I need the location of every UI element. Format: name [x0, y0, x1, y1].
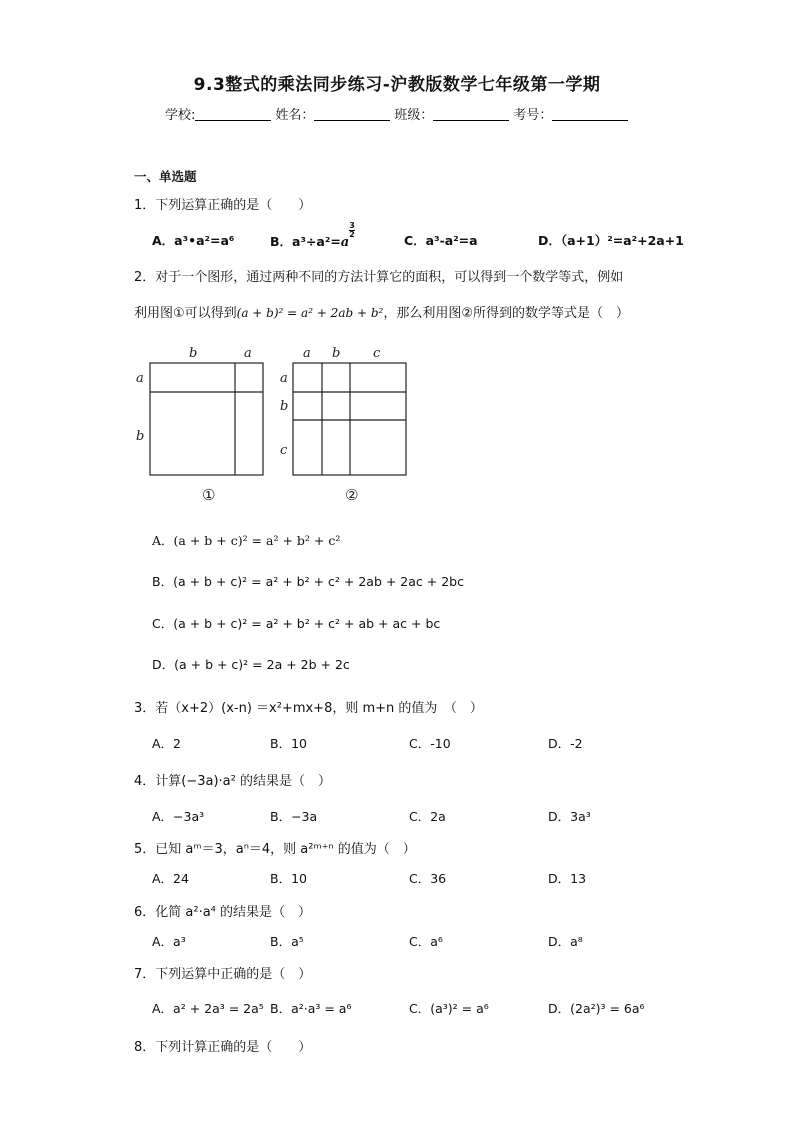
q4-option-b[interactable]: B．−3a — [270, 809, 318, 824]
name-label: 姓名： — [275, 108, 315, 123]
q5-stem: 5．已知 aᵐ＝3，aⁿ＝4，则 a²ᵐ⁺ⁿ 的值为（ ） — [134, 842, 416, 857]
q1-option-b-fraction — [349, 222, 355, 239]
section-heading: 一、单选题 — [134, 169, 197, 184]
figure-1-left-a: a — [136, 371, 144, 386]
school-label: 学校: — [165, 108, 196, 123]
q6-option-d[interactable]: D．a⁸ — [548, 934, 583, 949]
number-label: 考号： — [513, 108, 553, 123]
q2-line2-post: ，那么利用图②所得到的数学等式是（ ） — [383, 306, 629, 321]
figure-1 — [136, 346, 263, 504]
figure-1-top-a: a — [244, 346, 252, 361]
q7-stem: 7．下列运算中正确的是（ ） — [134, 967, 312, 982]
q2-option-a[interactable] — [152, 531, 340, 549]
q3-option-c[interactable]: C．-10 — [409, 736, 451, 751]
q2-option-a-text: A．(a + b + c)² = a² + b² + c² — [152, 533, 341, 548]
figure-2-top-c: c — [373, 346, 381, 361]
q2-option-d[interactable] — [152, 655, 350, 673]
q3-option-b[interactable]: B．10 — [270, 736, 307, 751]
figure-2-left-c: c — [280, 443, 288, 458]
q1-option-d[interactable]: D．（a+1）²=a²+2a+1 — [538, 233, 684, 248]
q1-option-b-denominator: 2 — [349, 230, 355, 239]
q2-option-b[interactable] — [152, 572, 464, 590]
q6-option-a[interactable]: A．a³ — [152, 934, 186, 949]
q2-option-b-text: B．(a + b + c)² = a² + b² + c² + 2ab + 2ac + 2bc — [152, 574, 464, 589]
figure-2-left-a: a — [280, 371, 288, 386]
q5-option-b[interactable]: B．10 — [270, 871, 307, 886]
q6-option-c[interactable]: C．a⁶ — [409, 934, 443, 949]
q2-line2-pre: 利用图①可以得到 — [134, 306, 237, 321]
page-title: 9.3整式的乘法同步练习-沪教版数学七年级第一学期 — [193, 75, 601, 95]
q2-figures — [130, 340, 420, 510]
figure-2-left-b: b — [280, 399, 289, 414]
q3-stem: 3．若（x+2）(x-n) ＝x²+mx+8，则 m+n 的值为 （ ） — [134, 701, 483, 716]
number-blank[interactable] — [552, 108, 628, 121]
class-blank[interactable] — [433, 108, 509, 121]
school-blank[interactable] — [195, 108, 271, 121]
figure-1-outline — [150, 363, 263, 475]
q6-stem: 6．化简 a²·a⁴ 的结果是（ ） — [134, 905, 312, 920]
figure-2-caption: ② — [345, 486, 359, 504]
q2-line2-formula: (a + b)² = a² + 2ab + b² — [236, 306, 384, 320]
q7-option-b[interactable]: B．a²·a³ = a⁶ — [270, 1001, 352, 1016]
q2-option-d-text: D．(a + b + c)² = 2a + 2b + 2c — [152, 657, 350, 672]
q1-option-b[interactable] — [270, 221, 355, 250]
q4-option-a[interactable]: A．−3a³ — [152, 809, 205, 824]
q6-option-b[interactable]: B．a⁵ — [270, 934, 304, 949]
q1-option-a[interactable]: A．a³•a²=a⁶ — [152, 233, 235, 248]
q1-option-b-text: B．a³÷a²= — [270, 234, 341, 249]
q7-option-a[interactable]: A．a² + 2a³ = 2a⁵ — [152, 1001, 264, 1016]
q2-stem-line1: 2．对于一个图形，通过两种不同的方法计算它的面积，可以得到一个数学等式，例如 — [134, 270, 624, 285]
q3-option-d[interactable]: D．-2 — [548, 736, 583, 751]
q5-option-c[interactable]: C．36 — [409, 871, 447, 886]
figure-1-left-b: b — [136, 429, 145, 444]
q2-stem-line2 — [134, 302, 629, 321]
name-blank[interactable] — [314, 108, 390, 121]
q4-stem: 4．计算(−3a)·a² 的结果是（ ） — [134, 774, 331, 789]
figure-2 — [280, 346, 406, 504]
figure-1-top-b: b — [189, 346, 198, 361]
q1-stem: 1．下列运算正确的是（ ） — [134, 198, 312, 213]
student-info-line — [165, 104, 632, 123]
q5-option-d[interactable]: D．13 — [548, 871, 587, 886]
q1-option-c[interactable]: C．a³-a²=a — [404, 233, 478, 248]
q5-option-a[interactable]: A．24 — [152, 871, 189, 886]
q7-option-d[interactable]: D．(2a²)³ = 6a⁶ — [548, 1001, 645, 1016]
figure-1-caption: ① — [202, 486, 216, 504]
q4-option-d[interactable]: D．3a³ — [548, 809, 591, 824]
figure-2-top-b: b — [332, 346, 341, 361]
class-label: 班级： — [394, 108, 434, 123]
q8-stem: 8．下列计算正确的是（ ） — [134, 1040, 312, 1055]
q1-option-b-base: a — [340, 235, 350, 250]
q1-option-b-numerator: 3 — [349, 221, 355, 230]
q3-option-a[interactable]: A．2 — [152, 736, 182, 751]
q7-option-c[interactable]: C．(a³)² = a⁶ — [409, 1001, 489, 1016]
q2-option-c-text: C．(a + b + c)² = a² + b² + c² + ab + ac + bc — [152, 616, 441, 631]
q4-option-c[interactable]: C．2a — [409, 809, 446, 824]
q2-option-c[interactable] — [152, 614, 440, 632]
figure-2-top-a: a — [303, 346, 311, 361]
